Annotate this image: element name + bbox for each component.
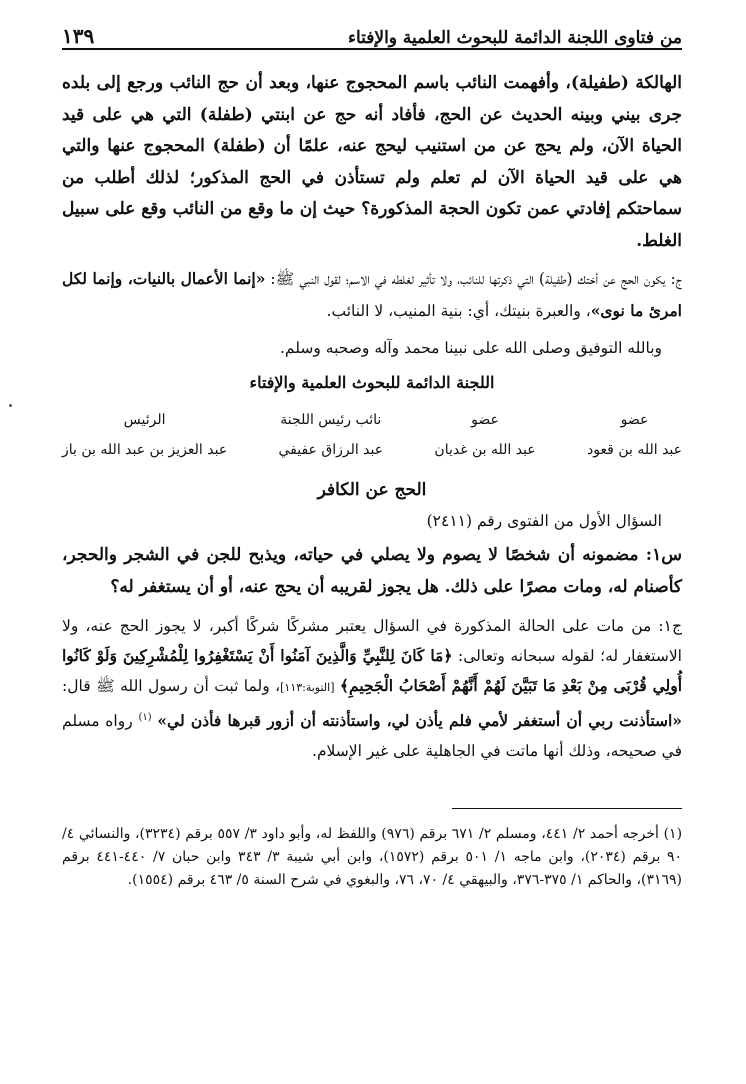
running-title: من فتاوى اللجنة الدائمة للبحوث العلمية والإفتاء [347,28,682,48]
answer-2-text-b: ، ولما ثبت أن رسول الله ﷺ قال: [62,677,281,695]
answer-2 [62,611,682,766]
answer-1-text-b: ، والعبرة بنيتك، أي: بنية المنيب، لا النائب. [326,302,591,320]
member-2 [434,412,535,458]
page-header [62,14,682,50]
answer-2-hadith: «استأذنت ربي أن أستغفر لأمي فلم يأذن لي، واستأذنته أن أزور قبرها فأذن لي» [157,711,682,731]
section-title: الحج عن الكافر [317,480,427,500]
footnote: (١) أخرجه أحمد ٢/ ٤٤١، ومسلم ٢/ ٦٧١ برقم (٩٧٦) واللفظ له، وأبو داود ٣/ ٥٥٧ برقم (٣٢٣٤)، والنسائي ٤/ ٩٠ برقم (٢٠٣٤)، وابن ماجه ١/ ٥٠١ برقم (١٥٧٢)، وابن أبي شيبة ٣/ ٣٤٣ وابن حبان ٧/ ٤٤٠-٤٤١ برقم (٣١٦٩)، والحاكم ١/ ٣٧٥-٣٧٦، والبيهقي ٤/ ٧٠، ٧٦، والبغوي في شرح السنة ٥/ ٤٦٣ برقم (١٥٥٤). [62,826,683,889]
member-3 [278,412,383,458]
scan-speck [9,404,12,407]
footnote-divider [452,808,682,809]
footnote-marker[interactable]: (١) [138,712,152,723]
member-role: نائب رئيس اللجنة [280,412,382,428]
member-1 [587,412,682,458]
member-name: عبد الرزاق عفيفي [278,442,384,458]
committee-title: اللجنة الدائمة للبحوث العلمية والإفتاء [249,373,495,392]
answer-1-hadith: «إنما الأعمال بالنيات، وإنما لكل امرئ ما نوى» [62,269,682,320]
answer-1 [62,263,682,327]
member-name: عبد العزيز بن عبد الله بن باز [62,442,228,458]
answer-2-text-a: ج١: من مات على الحالة المذكورة في السؤال يعتبر مشركًا شركًا أكبر، لا يجوز الحج عنه، ولا الاستغفار له؛ لقوله سبحانه وتعالى: [62,617,682,665]
member-name: عبد الله بن غديان [434,442,536,458]
question-2: س١: مضمونه أن شخصًا لا يصوم ولا يصلي في حياته، ويذبح للجن في الشجر والحجر، كأصنام له، ومات مصرًا على ذلك. هل يجوز لقريبه أن يحج عنه، أو أن يستغفر له؟ [62,545,682,597]
quran-verse: ﴿مَا كَانَ لِلنَّبِيِّ وَالَّذِينَ آمَنُوا أَنْ يَسْتَغْفِرُوا لِلْمُشْرِكِينَ وَلَوْ كَانُوا أُولِي قُرْبَى مِنْ بَعْدِ مَا تَبَيَّنَ لَهُمْ أَنَّهُمْ أَصْحَابُ الْجَحِيمِ﴾ [62,646,682,695]
member-role: عضو [620,412,649,428]
answer-2-text-c: رواه مسلم في صحيحه، وذلك أنها ماتت في الجاهلية على غير الإسلام. [62,712,682,761]
answer-1-text-a: ج: يكون الحج عن أختك (طفيلة) التي ذكرتها للنائب، ولا تأثير لغلطه في الاسم؛ لقول النبي ﷺ: [265,270,682,288]
member-name: عبد الله بن قعود [586,442,682,458]
member-role: الرئيس [123,412,166,428]
fatwa-number: السؤال الأول من الفتوى رقم (٢٤١١) [426,512,662,530]
closing-line: وبالله التوفيق وصلى الله على نبينا محمد وآله وصحبه وسلم. [279,339,662,357]
book-page [62,14,682,892]
verse-reference: [التوبة:١١٣] [280,681,335,694]
member-role: عضو [471,412,499,428]
question-continuation: الهالكة (طفيلة)، وأفهمت النائب باسم المحجوج عنها، وبعد أن حج النائب ورجع إلى بلده جرى بيني وبينه الحديث عن الحج، فأفاد أنه حج عن ابنتي (طفلة) التي هي على قيد الحياة الآن، ولم يحج عن من استنيب ليحج عنه، علمًا أن (طفلة) المحجوج عنها والتي هي على قيد الحياة الآن لم تعلم ولم تستأذن في الحج المذكور؛ لذلك أطلب من سماحتكم إفادتي عمن تكون الحجة المذكورة؟ حيث إن ما وقع من النائب وقع على سبيل الغلط. [62,73,682,251]
page-number: ١٣٩ [62,24,95,48]
committee-members [62,412,682,458]
member-4 [62,412,227,458]
